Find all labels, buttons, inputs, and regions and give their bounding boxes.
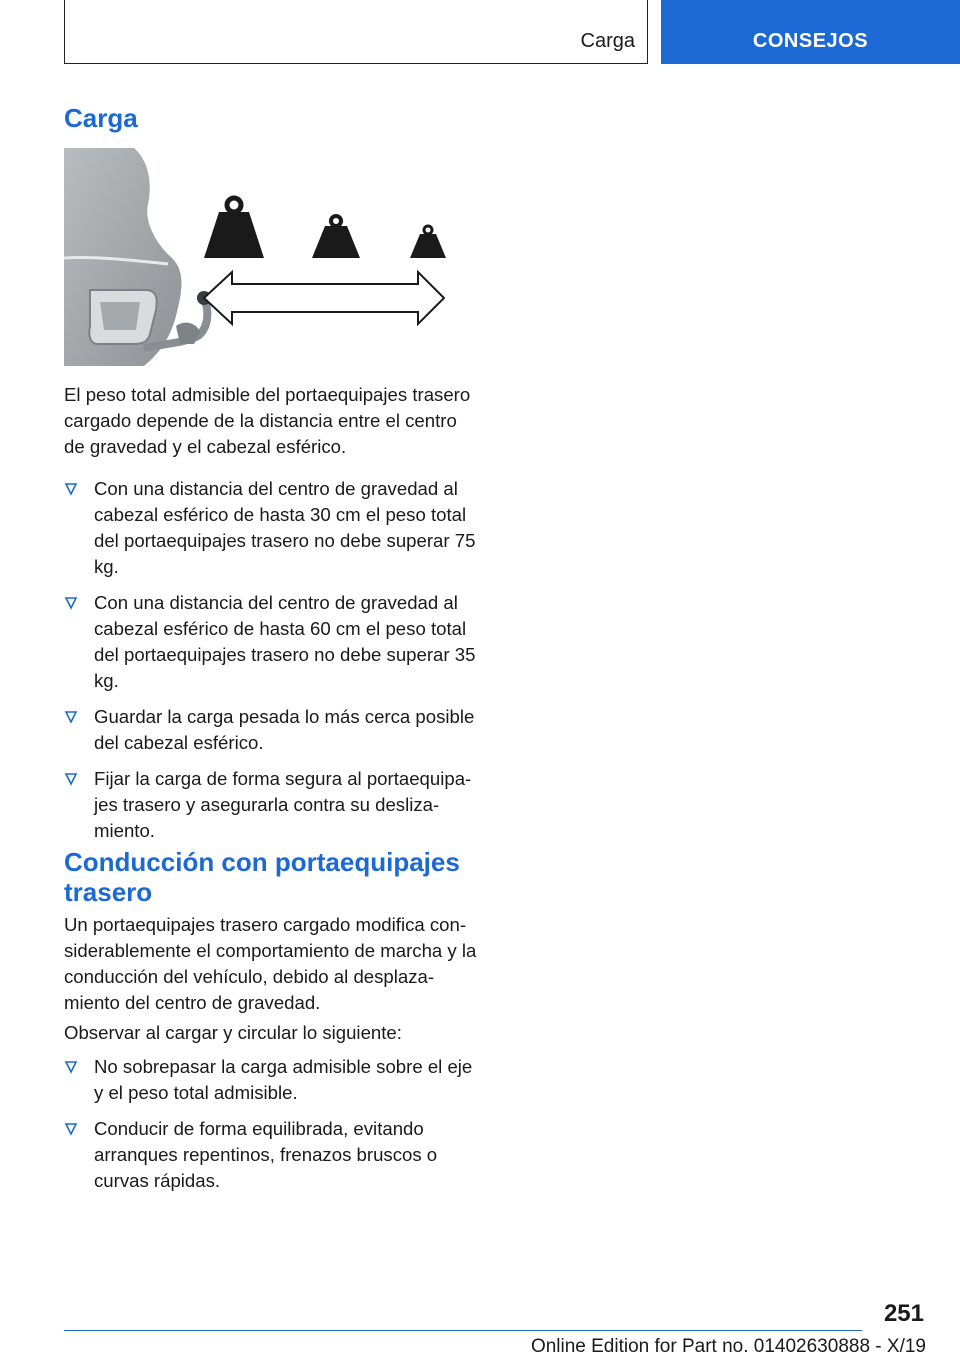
list-item (64, 1116, 480, 1194)
weight-small-icon (410, 226, 446, 258)
bullet-text: Fijar la carga de forma segura al portaequipa‐jes trasero y asegurarla contra su desliza‐miento. (94, 768, 472, 841)
bullet-text: Conducir de forma equilibrada, evitando arranques repentinos, frenazos bruscos o curvas rápidas. (94, 1118, 438, 1191)
section1-intro: El peso total admisible del portaequipajes trasero cargado depende de la distancia entre el centro de gravedad y el cabezal esférico. (64, 384, 471, 457)
header-section-box (64, 0, 648, 64)
car-rear-bumper (64, 148, 182, 366)
section1-bullet-list (64, 476, 480, 854)
triangle-bullet-icon (64, 710, 78, 724)
list-item (64, 1054, 480, 1106)
list-item (64, 590, 480, 694)
section2-paragraph-1: Un portaequipajes trasero cargado modifica con‐siderablemente el comportamiento de marcha y la conducción del vehículo, debido al desplaza‐miento del centro de gravedad. (64, 914, 477, 1013)
section-title-conduccion: Conducción con portaequipajes trasero (64, 847, 460, 907)
footer-divider (64, 1330, 862, 1331)
weight-large-icon (204, 198, 264, 258)
triangle-bullet-icon (64, 772, 78, 786)
triangle-bullet-icon (64, 1060, 78, 1074)
load-distance-illustration (64, 148, 480, 366)
header-chapter-tab (661, 0, 960, 64)
bullet-text: Guardar la carga pesada lo más cerca posible del cabezal esférico. (94, 706, 475, 753)
page-number: 251 (883, 1300, 924, 1327)
section2-bullet-list (64, 1054, 480, 1204)
section2-paragraph-2: Observar al cargar y circular lo siguiente: (64, 1022, 402, 1043)
bullet-text: Con una distancia del centro de gravedad al cabezal esférico de hasta 60 cm el peso total del portaequipajes trasero no debe superar 35 kg. (94, 592, 476, 691)
triangle-bullet-icon (64, 596, 78, 610)
footer-edition-text: Online Edition for Part no. 01402630888 - X/19 (530, 1336, 926, 1357)
list-item (64, 766, 480, 844)
header-section-title: Carga (580, 30, 635, 52)
header-chapter-title: CONSEJOS (752, 30, 869, 52)
bullet-text: No sobrepasar la carga admisible sobre el eje y el peso total admisible. (94, 1056, 473, 1103)
double-arrow-icon (204, 272, 444, 324)
triangle-bullet-icon (64, 1122, 78, 1136)
weight-medium-icon (312, 216, 360, 258)
bullet-text: Con una distancia del centro de gravedad al cabezal esférico de hasta 30 cm el peso total del portaequipajes trasero no debe superar 75 kg. (94, 478, 476, 577)
triangle-bullet-icon (64, 482, 78, 496)
list-item (64, 704, 480, 756)
list-item (64, 476, 480, 580)
section-title-carga: Carga (64, 103, 138, 133)
